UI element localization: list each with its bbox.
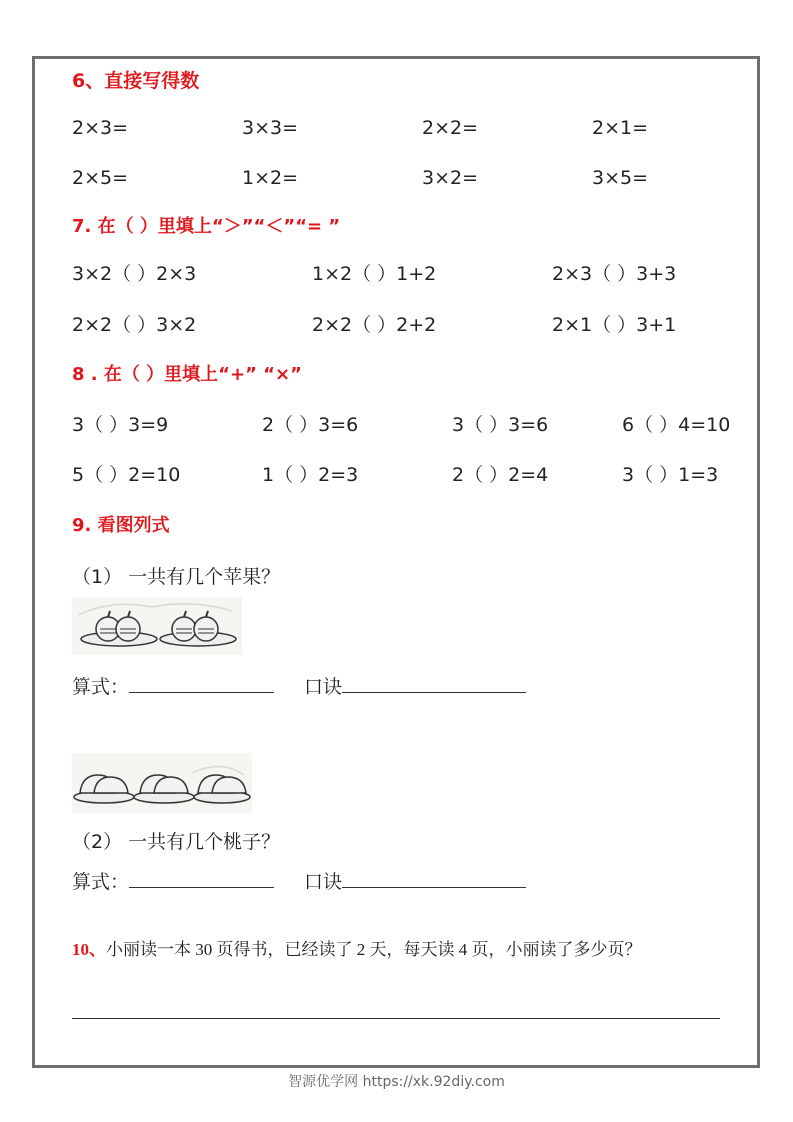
s6-item: 2×2= [422, 117, 479, 139]
section8-heading: 8 . 在（ ）里填上“+” “×” [72, 364, 302, 385]
rhyme-label: 口诀 [304, 871, 343, 893]
formula-blank[interactable] [129, 674, 274, 693]
peaches-picture [72, 753, 252, 813]
rhyme-line-1 [304, 672, 526, 699]
s7-item: 3×2（ ）2×3 [72, 263, 197, 285]
question-peaches: （2） 一共有几个桃子？ [72, 831, 281, 853]
s8-item: 2（ ）2=4 [452, 464, 549, 486]
s6-item: 2×3= [72, 117, 129, 139]
formula-line-2 [72, 867, 274, 894]
s6-item: 2×5= [72, 167, 129, 189]
section7-heading: 7. 在（ ）里填上“＞”“＜”“= ” [72, 216, 341, 237]
s7-item: 2×2（ ）2+2 [312, 314, 437, 336]
s6-item: 3×2= [422, 167, 479, 189]
s6-item: 1×2= [242, 167, 299, 189]
rhyme-blank[interactable] [342, 674, 526, 693]
question-10 [72, 935, 642, 960]
section9-heading: 9. 看图列式 [72, 515, 170, 536]
s8-item: 2（ ）3=6 [262, 414, 359, 436]
formula-label: 算式： [72, 676, 130, 698]
s6-item: 2×1= [592, 117, 649, 139]
s6-item: 3×3= [242, 117, 299, 139]
formula-line-1 [72, 672, 274, 699]
s8-item: 3（ ）3=6 [452, 414, 549, 436]
s8-item: 6（ ）4=10 [622, 414, 731, 436]
q10-text: 小丽读一本 30 页得书，已经读了 2 天，每天读 4 页，小丽读了多少页？ [106, 940, 642, 959]
rhyme-blank[interactable] [342, 869, 526, 888]
s8-item: 5（ ）2=10 [72, 464, 181, 486]
formula-label: 算式： [72, 871, 130, 893]
s8-item: 1（ ）2=3 [262, 464, 359, 486]
question-apples: （1） 一共有几个苹果？ [72, 566, 281, 588]
rhyme-line-2 [304, 867, 526, 894]
s8-item: 3（ ）1=3 [622, 464, 719, 486]
rhyme-label: 口诀 [304, 676, 343, 698]
s8-item: 3（ ）3=9 [72, 414, 169, 436]
q10-number: 10、 [72, 940, 106, 959]
section6-heading: 6、直接写得数 [72, 70, 200, 92]
s7-item: 1×2（ ）1+2 [312, 263, 437, 285]
formula-blank[interactable] [129, 869, 274, 888]
answer-line[interactable] [72, 1018, 720, 1019]
apples-picture [72, 597, 242, 655]
footer-source: 智源优学网 https://xk.92diy.com [288, 1074, 505, 1090]
s7-item: 2×1（ ）3+1 [552, 314, 677, 336]
s7-item: 2×2（ ）3×2 [72, 314, 197, 336]
s7-item: 2×3（ ）3+3 [552, 263, 677, 285]
s6-item: 3×5= [592, 167, 649, 189]
